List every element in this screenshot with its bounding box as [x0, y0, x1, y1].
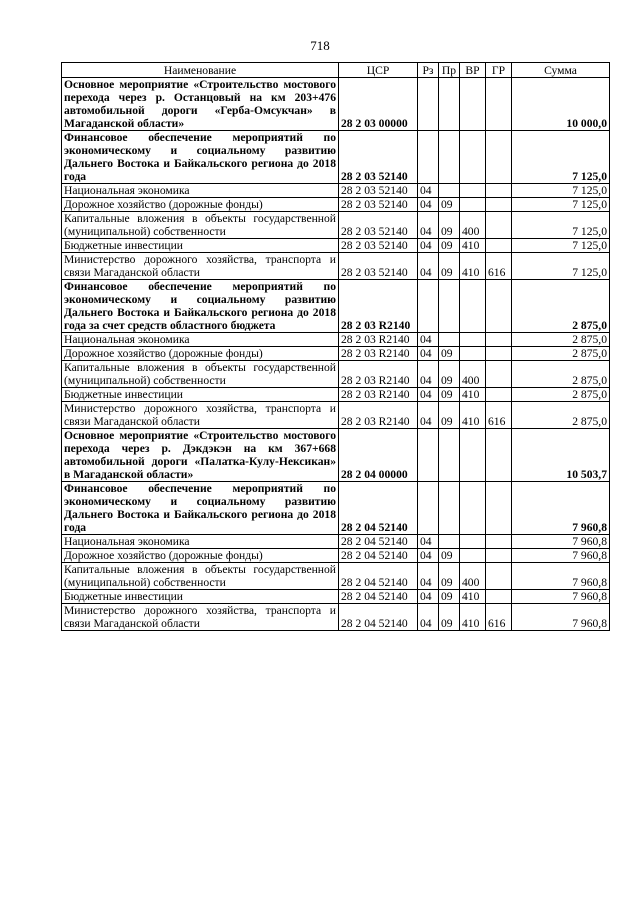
- cell-gr: 616: [486, 604, 512, 631]
- header-csr: ЦСР: [339, 63, 418, 78]
- cell-csr: 28 2 04 00000: [339, 429, 418, 482]
- table-row: [62, 253, 610, 280]
- cell-rz: [418, 482, 439, 535]
- cell-sum: 7 125,0: [512, 184, 610, 198]
- table-row: [62, 604, 610, 631]
- cell-csr: 28 2 03 52140: [339, 212, 418, 239]
- cell-csr: 28 2 04 52140: [339, 590, 418, 604]
- cell-csr: 28 2 03 52140: [339, 184, 418, 198]
- cell-rz: 04: [418, 347, 439, 361]
- cell-gr: [486, 239, 512, 253]
- table-row: [62, 361, 610, 388]
- cell-csr: 28 2 04 52140: [339, 549, 418, 563]
- cell-name: Капитальные вложения в объекты государственной (муниципальной) собственности: [62, 361, 339, 388]
- cell-pr: [439, 333, 460, 347]
- cell-vr: [460, 78, 486, 131]
- cell-pr: 09: [439, 347, 460, 361]
- cell-rz: 04: [418, 604, 439, 631]
- cell-vr: [460, 347, 486, 361]
- cell-gr: [486, 590, 512, 604]
- cell-sum: 10 000,0: [512, 78, 610, 131]
- cell-name: Финансовое обеспечение мероприятий по экономическому и социальному развитию Дальнего Востока и Байкальского региона до 2018 года за счет средств областного бюджета: [62, 280, 339, 333]
- cell-sum: 7 960,8: [512, 590, 610, 604]
- cell-vr: [460, 429, 486, 482]
- header-gr: ГР: [486, 63, 512, 78]
- cell-sum: 2 875,0: [512, 388, 610, 402]
- table-row: [62, 388, 610, 402]
- cell-pr: 09: [439, 212, 460, 239]
- cell-name: Дорожное хозяйство (дорожные фонды): [62, 198, 339, 212]
- header-sum: Сумма: [512, 63, 610, 78]
- cell-gr: [486, 198, 512, 212]
- cell-pr: [439, 78, 460, 131]
- table-row: [62, 482, 610, 535]
- cell-gr: [486, 280, 512, 333]
- cell-vr: [460, 131, 486, 184]
- header-vr: ВР: [460, 63, 486, 78]
- cell-vr: [460, 184, 486, 198]
- cell-pr: 09: [439, 198, 460, 212]
- header-rz: Рз: [418, 63, 439, 78]
- table-row: [62, 198, 610, 212]
- cell-vr: 410: [460, 402, 486, 429]
- cell-vr: 400: [460, 563, 486, 590]
- cell-sum: 2 875,0: [512, 333, 610, 347]
- cell-name: Финансовое обеспечение мероприятий по экономическому и социальному развитию Дальнего Востока и Байкальского региона до 2018 года: [62, 482, 339, 535]
- cell-pr: [439, 429, 460, 482]
- cell-name: Министерство дорожного хозяйства, транспорта и связи Магаданской области: [62, 402, 339, 429]
- cell-rz: [418, 131, 439, 184]
- table-row: [62, 563, 610, 590]
- cell-vr: 410: [460, 388, 486, 402]
- table-row: [62, 78, 610, 131]
- table-row: [62, 184, 610, 198]
- table-row: [62, 280, 610, 333]
- header-name: Наименование: [62, 63, 339, 78]
- cell-name: Бюджетные инвестиции: [62, 239, 339, 253]
- cell-vr: [460, 549, 486, 563]
- cell-gr: [486, 333, 512, 347]
- cell-csr: 28 2 03 52140: [339, 253, 418, 280]
- table-row: [62, 333, 610, 347]
- cell-name: Капитальные вложения в объекты государственной (муниципальной) собственности: [62, 563, 339, 590]
- cell-gr: [486, 131, 512, 184]
- cell-pr: 09: [439, 388, 460, 402]
- cell-rz: 04: [418, 253, 439, 280]
- cell-gr: [486, 212, 512, 239]
- cell-csr: 28 2 04 52140: [339, 482, 418, 535]
- cell-pr: [439, 280, 460, 333]
- cell-vr: 410: [460, 239, 486, 253]
- cell-csr: 28 2 04 52140: [339, 535, 418, 549]
- cell-sum: 7 125,0: [512, 212, 610, 239]
- cell-pr: 09: [439, 402, 460, 429]
- cell-pr: [439, 482, 460, 535]
- cell-gr: [486, 388, 512, 402]
- cell-gr: [486, 347, 512, 361]
- cell-sum: 7 125,0: [512, 198, 610, 212]
- cell-name: Финансовое обеспечение мероприятий по экономическому и социальному развитию Дальнего Востока и Байкальского региона до 2018 года: [62, 131, 339, 184]
- table-row: [62, 347, 610, 361]
- cell-rz: 04: [418, 184, 439, 198]
- cell-vr: 400: [460, 361, 486, 388]
- cell-vr: 410: [460, 590, 486, 604]
- cell-pr: 09: [439, 361, 460, 388]
- cell-pr: 09: [439, 239, 460, 253]
- cell-rz: 04: [418, 563, 439, 590]
- cell-vr: [460, 198, 486, 212]
- cell-csr: 28 2 03 R2140: [339, 333, 418, 347]
- table-header-row: [62, 63, 610, 78]
- cell-gr: [486, 549, 512, 563]
- cell-vr: 410: [460, 604, 486, 631]
- cell-rz: 04: [418, 198, 439, 212]
- cell-csr: 28 2 04 52140: [339, 604, 418, 631]
- cell-pr: 09: [439, 549, 460, 563]
- cell-rz: 04: [418, 361, 439, 388]
- cell-sum: 7 960,8: [512, 535, 610, 549]
- cell-sum: 2 875,0: [512, 347, 610, 361]
- cell-csr: 28 2 03 52140: [339, 239, 418, 253]
- cell-csr: 28 2 03 00000: [339, 78, 418, 131]
- cell-rz: 04: [418, 388, 439, 402]
- cell-name: Бюджетные инвестиции: [62, 388, 339, 402]
- cell-rz: 04: [418, 239, 439, 253]
- cell-csr: 28 2 03 52140: [339, 131, 418, 184]
- cell-sum: 10 503,7: [512, 429, 610, 482]
- cell-gr: [486, 361, 512, 388]
- cell-name: Министерство дорожного хозяйства, транспорта и связи Магаданской области: [62, 253, 339, 280]
- cell-name: Бюджетные инвестиции: [62, 590, 339, 604]
- cell-gr: [486, 482, 512, 535]
- cell-pr: 09: [439, 563, 460, 590]
- cell-csr: 28 2 03 R2140: [339, 280, 418, 333]
- cell-vr: [460, 535, 486, 549]
- cell-gr: 616: [486, 402, 512, 429]
- table-row: [62, 212, 610, 239]
- cell-pr: 09: [439, 590, 460, 604]
- cell-csr: 28 2 03 R2140: [339, 347, 418, 361]
- table-row: [62, 535, 610, 549]
- budget-table: [61, 62, 610, 631]
- cell-name: Национальная экономика: [62, 333, 339, 347]
- cell-sum: 2 875,0: [512, 361, 610, 388]
- table-row: [62, 549, 610, 563]
- cell-rz: [418, 78, 439, 131]
- cell-name: Министерство дорожного хозяйства, транспорта и связи Магаданской области: [62, 604, 339, 631]
- cell-gr: [486, 563, 512, 590]
- cell-pr: [439, 184, 460, 198]
- cell-gr: 616: [486, 253, 512, 280]
- cell-pr: 09: [439, 604, 460, 631]
- cell-csr: 28 2 03 R2140: [339, 388, 418, 402]
- cell-rz: 04: [418, 333, 439, 347]
- cell-name: Национальная экономика: [62, 535, 339, 549]
- page-number: 718: [310, 38, 330, 53]
- cell-vr: [460, 333, 486, 347]
- cell-pr: [439, 535, 460, 549]
- cell-name: Основное мероприятие «Строительство мостового перехода через р. Останцовый на км 203+476 автомобильной дороги «Герба-Омсукчан» в Магаданской области»: [62, 78, 339, 131]
- table-row: [62, 131, 610, 184]
- cell-sum: 2 875,0: [512, 402, 610, 429]
- cell-csr: 28 2 03 R2140: [339, 361, 418, 388]
- cell-rz: 04: [418, 402, 439, 429]
- cell-gr: [486, 535, 512, 549]
- cell-pr: [439, 131, 460, 184]
- cell-gr: [486, 78, 512, 131]
- cell-sum: 7 960,8: [512, 604, 610, 631]
- cell-pr: 09: [439, 253, 460, 280]
- cell-vr: 400: [460, 212, 486, 239]
- cell-name: Дорожное хозяйство (дорожные фонды): [62, 347, 339, 361]
- cell-sum: 7 960,8: [512, 563, 610, 590]
- cell-name: Основное мероприятие «Строительство мостового перехода через р. Дэкдэкэн на км 367+668 автомобильной дороги «Палатка-Кулу-Нексикан» в Магаданской области»: [62, 429, 339, 482]
- cell-gr: [486, 429, 512, 482]
- cell-name: Дорожное хозяйство (дорожные фонды): [62, 549, 339, 563]
- cell-rz: 04: [418, 590, 439, 604]
- cell-name: Национальная экономика: [62, 184, 339, 198]
- cell-vr: 410: [460, 253, 486, 280]
- cell-vr: [460, 482, 486, 535]
- cell-vr: [460, 280, 486, 333]
- cell-csr: 28 2 03 R2140: [339, 402, 418, 429]
- table-row: [62, 402, 610, 429]
- header-pr: Пр: [439, 63, 460, 78]
- cell-gr: [486, 184, 512, 198]
- cell-rz: [418, 429, 439, 482]
- table-row: [62, 590, 610, 604]
- cell-csr: 28 2 04 52140: [339, 563, 418, 590]
- cell-sum: 7 125,0: [512, 239, 610, 253]
- cell-rz: 04: [418, 535, 439, 549]
- cell-sum: 2 875,0: [512, 280, 610, 333]
- cell-sum: 7 960,8: [512, 482, 610, 535]
- table-row: [62, 429, 610, 482]
- cell-rz: 04: [418, 212, 439, 239]
- cell-name: Капитальные вложения в объекты государственной (муниципальной) собственности: [62, 212, 339, 239]
- cell-sum: 7 125,0: [512, 131, 610, 184]
- cell-csr: 28 2 03 52140: [339, 198, 418, 212]
- cell-rz: [418, 280, 439, 333]
- cell-rz: 04: [418, 549, 439, 563]
- cell-sum: 7 960,8: [512, 549, 610, 563]
- table-row: [62, 239, 610, 253]
- cell-sum: 7 125,0: [512, 253, 610, 280]
